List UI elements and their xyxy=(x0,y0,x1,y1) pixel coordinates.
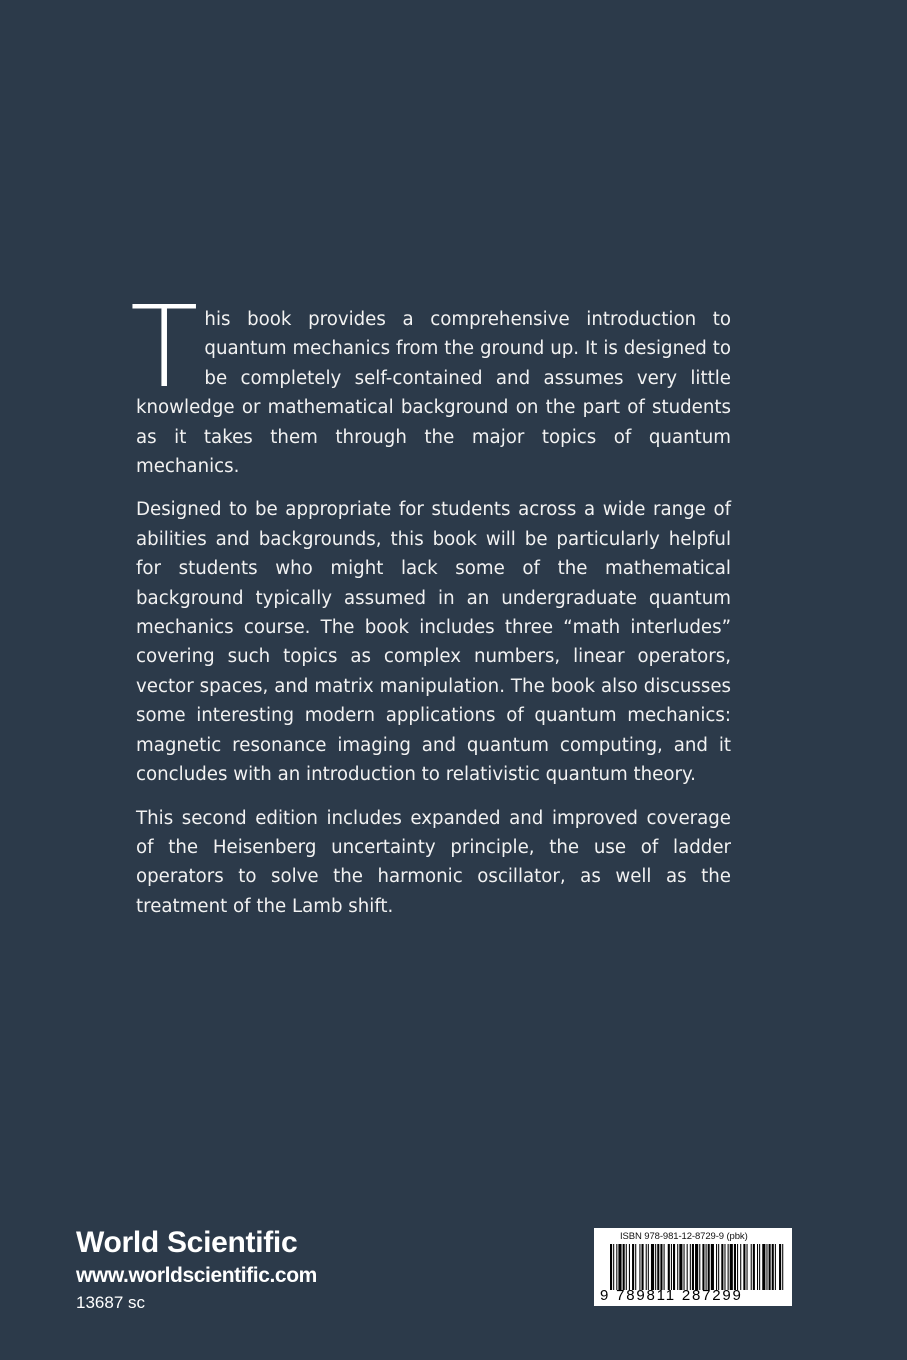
barcode-bar xyxy=(724,1244,725,1290)
barcode-bar xyxy=(642,1244,644,1290)
barcode-bar xyxy=(632,1244,634,1290)
barcode-bar xyxy=(692,1244,694,1290)
product-code: 13687 sc xyxy=(76,1293,145,1312)
blurb-paragraph-3: This second edition includes expanded and improved coverage of the Heisenberg uncertainty principle, the use of ladder operators to solve the harmonic oscillator, as well as the treatment of the Lamb shift. xyxy=(136,807,731,917)
barcode-bar xyxy=(684,1244,685,1290)
barcode-bar xyxy=(695,1244,698,1290)
barcode-bar xyxy=(706,1244,707,1290)
isbn-barcode xyxy=(594,1228,792,1306)
barcode-bar xyxy=(711,1244,714,1290)
barcode-bar xyxy=(762,1244,765,1290)
barcode-bars xyxy=(600,1244,786,1290)
barcode-bar xyxy=(757,1244,758,1290)
barcode-bar xyxy=(668,1244,670,1290)
publisher-url: www.worldscientific.com xyxy=(76,1264,317,1287)
barcode-bar xyxy=(660,1244,662,1290)
back-cover-blurb xyxy=(130,283,731,935)
barcode-bar xyxy=(747,1244,748,1290)
barcode-bar xyxy=(618,1244,621,1290)
barcode-bar xyxy=(651,1244,654,1290)
barcode-bar xyxy=(679,1244,682,1290)
barcode-bar xyxy=(766,1244,767,1290)
barcode-bar xyxy=(737,1244,738,1290)
isbn-label: ISBN 978-981-12-8729-9 (pbk) xyxy=(620,1231,748,1242)
barcode-bar xyxy=(721,1244,723,1290)
barcode-bar xyxy=(769,1244,771,1290)
barcode-bar xyxy=(751,1244,752,1290)
barcode-bar xyxy=(690,1244,691,1290)
blurb-paragraph-1-text: his book provides a comprehensive introduction to quantum mechanics from the ground up. It is designed to be completely self-contained and assumes very little knowledge or mathematical background on the part of students as it takes them through the major topics of quantum mechanics. xyxy=(136,309,731,478)
barcode-bar xyxy=(616,1244,617,1290)
barcode-bar xyxy=(743,1244,745,1290)
barcode-bar xyxy=(699,1244,700,1290)
barcode-bar xyxy=(657,1244,659,1290)
publisher-name: World Scientific xyxy=(76,1226,298,1259)
barcode-digits: 9 789811 287299 xyxy=(600,1287,743,1304)
barcode-bar xyxy=(635,1244,636,1290)
barcode-bar xyxy=(759,1244,760,1290)
barcode-bar xyxy=(671,1244,672,1290)
barcode-bar xyxy=(716,1244,717,1290)
barcode-bar xyxy=(673,1244,675,1290)
barcode-bar xyxy=(677,1244,678,1290)
barcode-bar xyxy=(610,1244,612,1290)
barcode-bar xyxy=(728,1244,729,1290)
barcode-bar xyxy=(708,1244,710,1290)
barcode-bar xyxy=(655,1244,656,1290)
barcode-bar xyxy=(613,1244,614,1290)
barcode-bar xyxy=(782,1244,783,1290)
barcode-bar xyxy=(779,1244,781,1290)
barcode-bar xyxy=(646,1244,647,1290)
barcode-bar xyxy=(772,1244,774,1290)
blurb-paragraph-2: Designed to be appropriate for students across a wide range of abilities and backgrounds, this book will be particularly helpful for students who might lack some of the mathematical background typically assumed in an undergraduate quantum mechanics course. The book includes three “math interludes” covering such topics as complex numbers, linear operators, vector spaces, and matrix manipulation. The book also discusses some interesting modern applications of quantum mechanics: magnetic resonance imaging and quantum computing, and it concludes with an introduction to relativistic quantum theory. xyxy=(136,499,731,786)
barcode-bar xyxy=(753,1244,755,1290)
publisher-block xyxy=(76,1226,317,1314)
barcode-bar xyxy=(740,1244,741,1290)
barcode-bar xyxy=(730,1244,733,1290)
barcode-bar xyxy=(664,1244,665,1290)
barcode-bar xyxy=(775,1244,776,1290)
blurb-paragraph-1 xyxy=(130,283,731,481)
barcode-bar xyxy=(734,1244,736,1290)
barcode-bar xyxy=(702,1244,704,1290)
barcode-bar xyxy=(687,1244,688,1290)
barcode-bar xyxy=(639,1244,640,1290)
barcode-bar xyxy=(718,1244,719,1290)
barcode-bar xyxy=(648,1244,649,1290)
drop-cap: T xyxy=(130,283,199,413)
barcode-bar xyxy=(626,1244,627,1290)
barcode-bar xyxy=(629,1244,630,1290)
barcode-bar xyxy=(623,1244,625,1290)
